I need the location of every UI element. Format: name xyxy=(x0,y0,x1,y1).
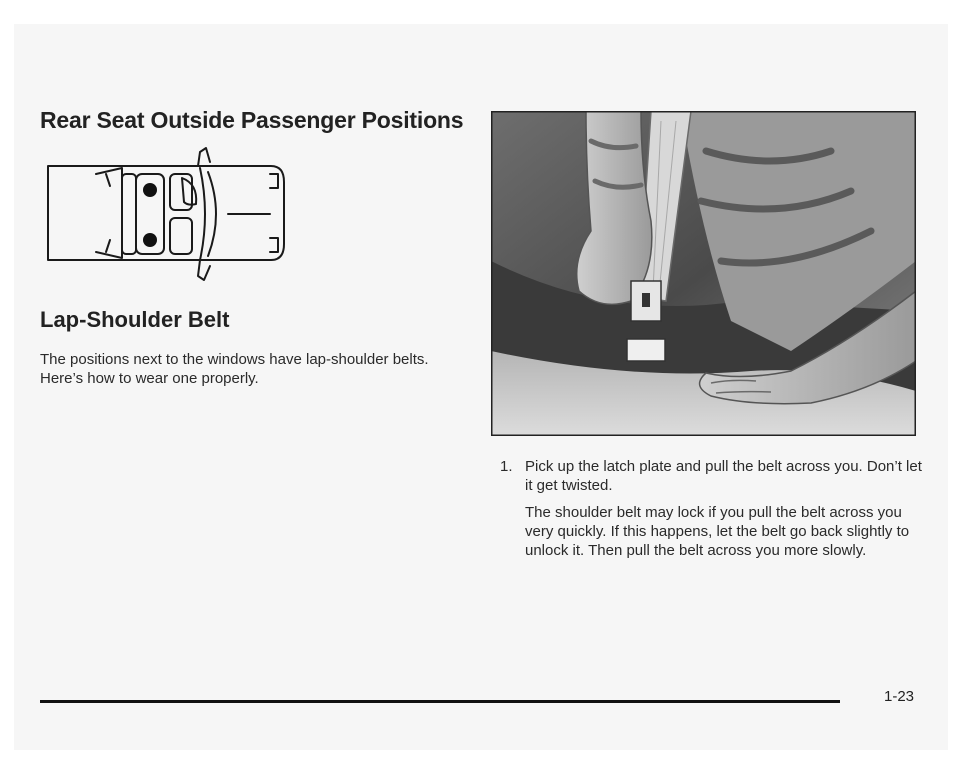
list-item xyxy=(500,457,930,560)
step-text: Pick up the latch plate and pull the belt across you. Don’t let it get twisted. xyxy=(525,458,922,494)
page-number: 1-23 xyxy=(884,688,915,705)
car-seating-diagram-icon xyxy=(38,144,288,284)
lap-shoulder-belt-heading: Lap-Shoulder Belt xyxy=(40,307,230,332)
belt-intro-paragraph: The positions next to the windows have lap-shoulder belts. Here’s how to wear one properly. xyxy=(40,351,429,387)
seat-belt-latch-photo xyxy=(491,111,916,436)
step-list xyxy=(500,457,930,560)
footer-divider xyxy=(40,700,840,703)
step-note: The shoulder belt may lock if you pull the belt across you very quickly. If this happens, let the belt go back slightly to unlock it. Then pull the belt across you more slowly. xyxy=(525,504,910,559)
step-number: 1. xyxy=(500,458,513,475)
section-title: Rear Seat Outside Passenger Positions xyxy=(40,107,464,133)
